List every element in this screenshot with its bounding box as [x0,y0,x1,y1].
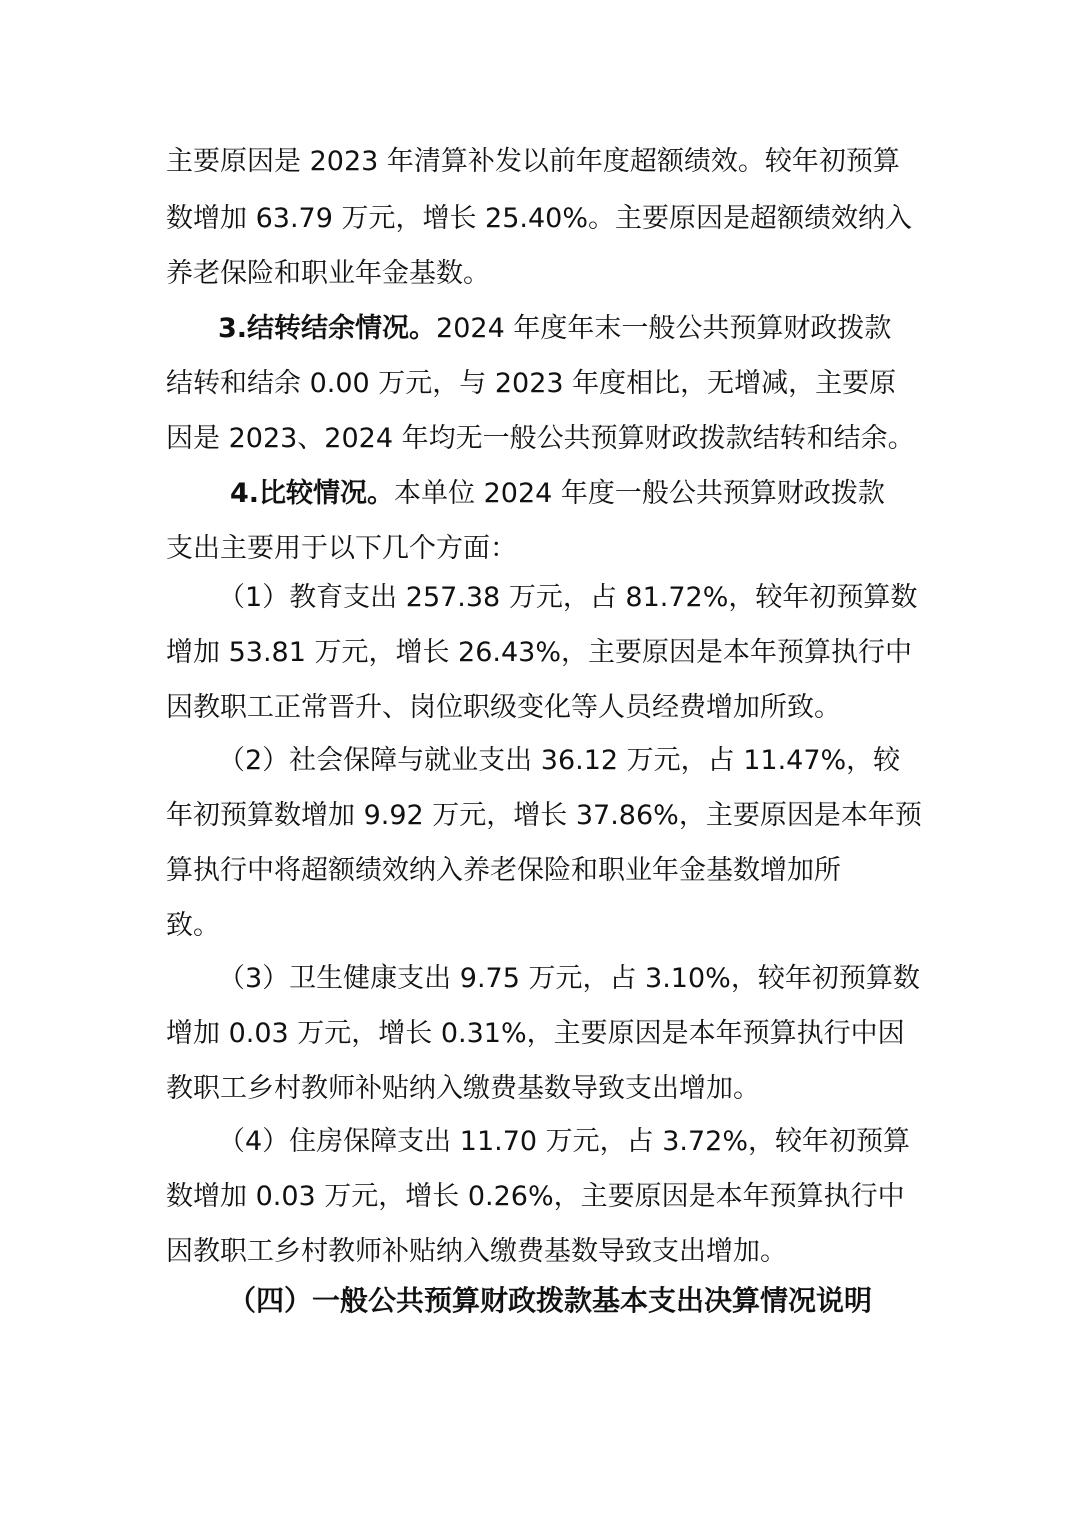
item-4-first-line: （4）住房保障支出 11.70 万元，占 3.72%，较年初预算 [218,1126,910,1157]
paragraph-carryover-first-line [218,309,978,349]
text-line-10: 增加 53.81 万元，增长 26.43%，主要原因是本年预算执行中 [166,637,912,668]
text-line-2: 数增加 63.79 万元，增长 25.40%。主要原因是超额绩效纳入 [166,203,912,234]
carryover-label: 3.结转结余情况。 [218,313,437,344]
text-line-1: 主要原因是 2023 年清算补发以前年度超额绩效。较年初预算 [166,146,900,177]
item-3-first-line: （3）卫生健康支出 9.75 万元，占 3.10%，较年初预算数 [218,963,920,994]
section-heading: （四）一般公共预算财政拨款基本支出决算情况说明 [228,1284,873,1317]
item-2-first-line: （2）社会保障与就业支出 36.12 万元，占 11.47%，较 [218,745,901,776]
text-line-13: 年初预算数增加 9.92 万元，增长 37.86%，主要原因是本年预 [166,800,922,831]
item-1-first-line: （1）教育支出 257.38 万元，占 81.72%，较年初预算数 [218,582,918,613]
comparison-text: 本单位 2024 年度一般公共预算财政拨款 [394,478,885,509]
comparison-label: 4.比较情况。 [230,478,395,509]
carryover-text: 2024 年度年末一般公共预算财政拨款 [436,313,892,344]
text-line-15: 致。 [166,910,220,941]
text-line-14: 算执行中将超额绩效纳入养老保险和职业年金基数增加所 [166,855,841,886]
text-line-21: 因教职工乡村教师补贴纳入缴费基数导致支出增加。 [166,1236,787,1267]
text-line-20: 数增加 0.03 万元，增长 0.26%，主要原因是本年预算执行中 [166,1181,905,1212]
text-line-8: 支出主要用于以下几个方面： [166,533,517,564]
paragraph-comparison-first-line [230,474,990,514]
text-line-3: 养老保险和职业年金基数。 [166,258,490,289]
text-line-6: 因是 2023、2024 年均无一般公共预算财政拨款结转和结余。 [166,423,915,454]
text-line-18: 教职工乡村教师补贴纳入缴费基数导致支出增加。 [166,1073,760,1104]
text-line-5: 结转和结余 0.00 万元，与 2023 年度相比，无增减，主要原 [166,368,897,399]
text-line-11: 因教职工正常晋升、岗位职级变化等人员经费增加所致。 [166,692,841,723]
text-line-17: 增加 0.03 万元，增长 0.31%，主要原因是本年预算执行中因 [166,1018,905,1049]
